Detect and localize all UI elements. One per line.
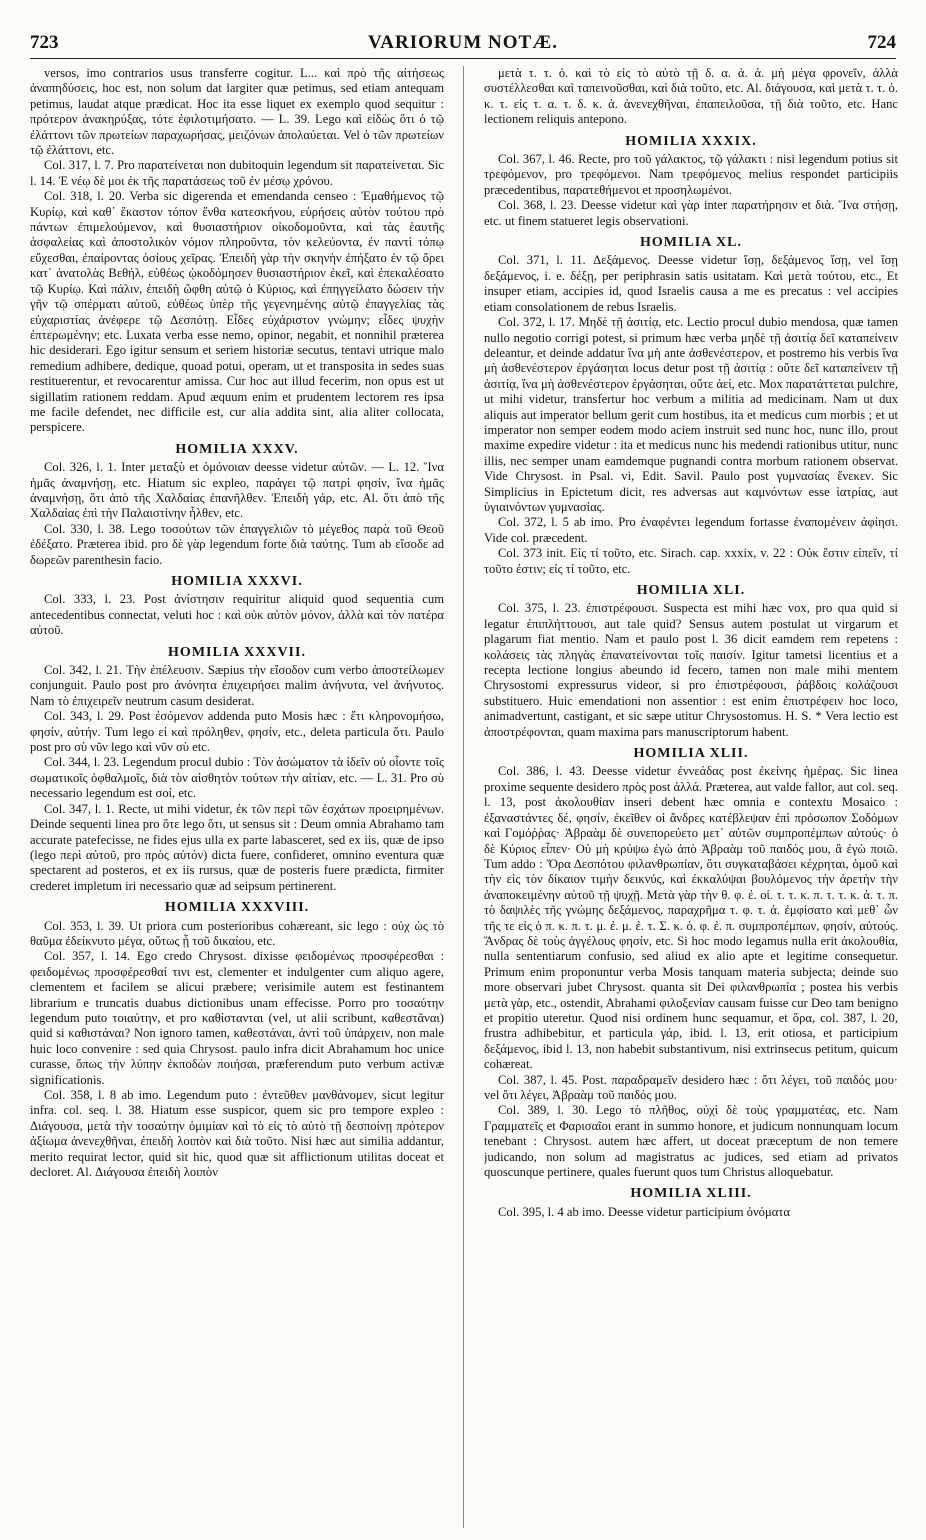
note-paragraph: Col. 317, l. 7. Pro παρατείνεται non dubitoquin legendum sit παρατείνεται. Sic l. 14. Ἐ νέῳ δὲ μοι ἐκ τῆς παρατάσεως τοῦ ἐν μέσῳ χρόνου. xyxy=(30,158,444,188)
section-heading: HOMILIA XXXVII. xyxy=(168,644,306,660)
section-heading: HOMILIA XXXV. xyxy=(175,441,299,457)
section-heading: HOMILIA XLI. xyxy=(636,583,746,598)
section-heading: HOMILIA XLII. xyxy=(633,746,749,762)
note-paragraph: versos, imo contrarios usus transferre cogitur. L... καὶ πρὸ τῆς αἰτήσεως ἀναπηδύσεις, hoc est, non solum dat largiter quæ petimus, sed etiam antequam petimus, laudat atque prædicat. Hoc ita esse liquet ex exemplo quod sequitur : πρότερον ἀνακηρύξας, τότε ἐφιλοτιμήσατο. — L. 39. Lego καὶ εἰδὼς ὅτι ὁ τῷ ἐλάττονι τῶν πρωτείων παραχωρήσας, μειζόνων ἀπολαύεται. Vel ὁ τῶν πρωτείων τῷ ἐλάττονι, etc. xyxy=(30,66,444,158)
note-paragraph: Col. 342, l. 21. Τὴν ἐπέλευσιν. Sæpius τὴν εἴσοδον cum verbo ἀποστείλωμεν conjunguit. Paulo post pro ἀνόνητα ἐπιχειρήσει malim ἀνήνυτα, vel ἀνήνυτος. Nam τὸ ἐπιχειρεῖν neutrum casum desiderat. xyxy=(30,663,444,708)
note-paragraph: Col. 353, l. 39. Ut priora cum posterioribus cohæreant, sic lego : οὐχ ὡς τὸ θαῦμα ἐδείκνυτο μέγα, οὕτως ᾗ τοῦ δικαίου, etc. xyxy=(30,918,444,948)
column-divider xyxy=(463,66,464,1528)
note-paragraph: Col. 371, l. 11. Δεξάμενος. Deesse videtur ἵσῃ, δεξάμενος ἴσῃ, vel ἴσῃ δεξάμενος, i. e. δέξῃ, per periphrasin satis usitatam. Καὶ μετὰ τούτου, etc., Et insuper etiam, accipies id, quod Israelis causa a me es precatus : vel accipies etiam consolationem de rebus Israelis. xyxy=(484,253,898,314)
note-paragraph: Col. 367, l. 46. Recte, pro τοῦ γάλακτος, τῷ γάλακτι : nisi legendum potius sit τρεφόμενον, pro τρεφόμενοι. Nam τρεφόμενος melius respondet participiis præcedentibus, παρατεθήμενοι et προσηλωμένοι. xyxy=(484,152,898,197)
note-paragraph: Col. 375, l. 23. ἐπιστρέφουσι. Suspecta est mihi hæc vox, pro qua quid si legatur ἐπιπλήττουσι, aut tale quid? Sensus autem postulat ut virgarum et plagarum fiat mentio. Nam et paulo post l. 36 dicit eamdem rem repetens : κολάσεις τὰς πληγὰς ἐπανατείνονται τοῖς παισίν. Igitur tametsi licentius et a recepta lectione longius abeundo id fecero, tamen non male mihi mentem Chrysostomi expressurus videor, si pro ἐπιστρέφουσι, ῥάβδοις κολάζουσι substituero. Huic emendationi non assentior : est enim ἐπιστρέφειν hoc loco, animadvertunt, castigant, et sic sæpe utitur Chrysostomus. H. S. * Vera lectio est ἀποστρέφονται, quam maxima pars manuscriptorum habent. xyxy=(484,601,898,739)
section-heading: HOMILIA XXXVIII. xyxy=(164,900,310,916)
note-paragraph: Col. 343, l. 29. Post ἐσόμενον addenda puto Mosis hæc : ἔτι κληρονομήσω, φησίν, αὐτήν. Tum lego εἰ καὶ πρόληθεν, φησίν, etc., deleta particula ὅτι. Paulo post pro σὺ νῦν lego καὶ νῦν σὺ etc. xyxy=(30,709,444,755)
left-column xyxy=(30,66,444,1528)
note-paragraph: Col. 333, l. 23. Post ἀνίστησιν requiritur aliquid quod sequentia cum antecedentibus connectat, veluti hoc : καὶ οὐκ αὐτὸν μόνον, ἀλλὰ καὶ τὸν πατέρα αὐτοῦ. xyxy=(30,592,444,638)
section-heading: HOMILIA XXXIX. xyxy=(625,133,757,149)
note-paragraph: Col. 344, l. 23. Legendum procul dubio : Τὸν ἀσώματον τὰ ἰδεῖν οὐ οἷοντε τοῖς σωματικοῖς ὀφθαλμοῖς, διὰ τὸν αἰσθητὸν τούτων τὴν αἰτίαν, etc. — L. 31. Pro σὺ necessario legendum est σοί, etc. xyxy=(30,755,444,801)
note-paragraph: Col. 368, l. 23. Deesse videtur καὶ γὰρ inter παρατήρησιν et διὰ. Ἵνα στήσῃ, etc. ut finem statueret legis observationi. xyxy=(484,198,898,228)
right-column xyxy=(484,66,898,1528)
note-paragraph: Col. 347, l. 1. Recte, ut mihi videtur, ἐκ τῶν περὶ τῶν ἐσχάτων προειρημένων. Deinde sequenti linea pro ὅτε lego ὅτι, ut sensus sit : Deum omnia Abrahamo tam accurate patefecisse, ne fides ejus ulla ex parte labasceret, sed ex iis, quæ de ipso (lego περὶ αὐτοῦ, pro πρὸς αὐτόν) dicta fuere, confideret, omnino eventura quæ spectarent ad posteros, et ex iis rursus, quæ de posteris fuere prædicta, firmiter crederet impletum iri necessario quæ ad seipsum pertinerent. xyxy=(30,801,444,893)
section-heading: HOMILIA XLIII. xyxy=(630,1186,752,1202)
note-paragraph: μετὰ τ. τ. ὁ. καὶ τὸ εἰς τὸ αὐτὸ τῇ δ. α. ἀ. ἀ. μὴ μέγα φρονεῖν, ἀλλὰ συστέλλεσθαι καὶ ταπεινοῦσθαι, καὶ διὰ τοῦτο, etc. Al. διάγουσα, καὶ μετὰ τ. τ. ὁ. κ. τ. εἰς τ. α. τ. δ. κ. ἀ. ἀνενεχθῆναι, ἐπαπειλοῦσα, τῇ διὰ τοῦτο, etc. Hanc lectionem reliquis antepono. xyxy=(484,66,898,127)
left-page-number: 723 xyxy=(30,32,59,53)
section-heading: HOMILIA XXXVI. xyxy=(171,574,303,589)
note-paragraph: Col. 330, l. 38. Lego τοσούτων τῶν ἐπαγγελιῶν τὸ μέγεθος παρὰ τοῦ Θεοῦ ἐδέξατο. Præterea ibid. pro δὲ γὰρ legendum forte διὰ ταύτης. Tum ab εἴσοδε ad δωρεῶν parenthesin facio. xyxy=(30,521,444,567)
note-paragraph: Col. 387, l. 45. Post. παραδραμεῖν desidero hæc : ὅτι λέγει, τοῦ παιδός μου· vel ὅτι λέγει, Ἀβραὰμ τοῦ παιδός μου. xyxy=(484,1072,898,1102)
note-paragraph: Col. 389, l. 30. Lego τὸ πλῆθος, οὐχὶ δὲ τοὺς γραμματέας, etc. Nam Γραμματεῖς et Φαρισαῖοι erant in summo honore, et judicum nonnunquam locum tenebant : Chrysost. autem hæc affert, ut doceat præceptum de non temere judicando, non solum ad magistratus ac judices, sed etiam ad privatos quoscunque pertinere, quales fuerunt quos tum Christus alloquebatur. xyxy=(484,1103,898,1180)
note-paragraph: Col. 395, l. 4 ab imo. Deesse videtur participium ὀνόματα xyxy=(498,1204,790,1219)
note-paragraph: Col. 326, l. 1. Inter μεταξὺ et ὁμόνοιαν deesse videtur αὐτῶν. — L. 12. Ἵνα ἡμᾶς ἀναμνήσῃ, etc. Hiatum sic expleo, παράγει τῷ πατρὶ φησίν, ἵνα ἡμᾶς ἀναμνήσῃ, ὅτι ἀπὸ τῆς Χαλδαίας ἐπανῆλθεν. Ἐπειδὴ γάρ, etc. Al. ὅτι ἀπὸ τῆς Χαλδαίας ἐπὶ τὴν Παλαιστίνην ἦλθεν, etc. xyxy=(30,460,444,521)
right-page-number: 724 xyxy=(867,32,896,53)
running-head xyxy=(30,32,896,59)
section-heading: HOMILIA XL. xyxy=(639,235,742,251)
note-paragraph: Col. 372, l. 17. Μηδὲ τῇ ἀσιτίᾳ, etc. Lectio procul dubio mendosa, quæ tamen nullo negotio corrigi potest, si primum hæc verba μηδὲ τῇ ἀσιτίᾳ δεῖ καταπείνειν deleantur, et deinde addatur ἵνα μὴ ante ἀσθενέστερον, et postremo his verbis ἵνα μὴ ἀσθενέστερον ἐργάσηται locus detur post τῇ ἀσιτίᾳ : οὔτε δεῖ καταπείνειν τῇ ἀσιτίᾳ, ἵνα μὴ ἀσθενέστερον ἐργάσηται, οὔτε ἀεί, etc. Mox παρατάττεται pulchre, ut mihi videtur, transfertur hoc verbum a militia ad medicinam. Nam ut dux aliquis aut imperator bellum gerit cum hostibus, ita et medicus cum morbis ; et ut imperator non semper eodem modo aciem instruit sed nunc hoc, nunc illo, prout maxime expedire videtur : ita et medicus nunc his medendi rationibus utitur, nunc illis, nec semper unam eamdemque pugnandi contra morbum rationem observat. Vide Chrysost. in Psal. vi, Edit. Savil. Paulo post γυμνασίας ἕνεκεν. Sic Simplicius in Epictetum dicit, res adversas aut καμνόντων esse ἰατρίας, aut ὑγιαινόντων γυμνασίας. xyxy=(484,315,898,514)
note-paragraph: Col. 373 init. Εἰς τί τοῦτο, etc. Sirach. cap. xxxix, v. 22 : Οὐκ ἔστιν εἰπεῖν, τί τοῦτο ἐστιν; εἰς τί τοῦτο, etc. xyxy=(484,546,898,576)
running-title: VARIORUM NOTÆ. xyxy=(368,32,558,53)
note-paragraph: Col. 318, l. 20. Verba sic digerenda et emendanda censeo : Ἐμαθήμενος τῷ Κυρίῳ, καὶ καθ᾽ ἕκαστον τόπον ἔνθα κατεσκήνου, εὑρήσεις αὐτὸν τούτου πρὸ πάντων ἐπιμελούμενον, καὶ θυσιαστήριον οἰκοδομοῦντα, καὶ τὰς ἑαυτῆς ἀσφαλείας καὶ ἀποστολικὸν νόμον πληροῦντα, τὸν κελεύοντα, ἐν παντὶ τόπῳ εὔχεσθαι, ἐπαίροντας ὁσίους χεῖρας. Ἐπειδὴ γὰρ τὴν σκηνὴν ἐπήξατο ἐν τῷ ὄρει κατ᾽ ἀνατολὰς Βεθήλ, εὐθέως ᾠκοδόμησεν θυσιαστήριον ἐκεῖ, καὶ ἐπεκαλέσατο τῷ Κυρίῳ. Καὶ πάλιν, ἐπειδὴ ὤφθη αὐτῷ ὁ Κύριος, καὶ ἐπηγγείλατο δώσειν τὴν γῆν τῷ σπέρματι αὐτοῦ, εὐθέως ὑπὲρ τῆς γεγενημένης αὐτῷ ἐπαγγελίας τὰς εὐχαριστίας ἀνέφερε τῷ Δεσπότῃ. Εἶδες εὐχάριστον γνώμην; εἶδες ψυχὴν ἐπτερωμένην; etc. Luxata verba esse nemo, opinor, negabit, et nonnihil præterea hic desiderari. Ego igitur sensum et seriem historiæ secutus, tentavi utrique malo remedium adhibere, dedique, quoad potui, operam, ut et transposita in sedes suas restituerentur, et revocarentur amissa. Cur hoc aut illud fecerim, non opus est ut sigillatim rationem reddam. Apud æquum enim et prudentem lectorem res ipsa me facile defendet, nec difficile est, cur alia addita sint, alia aliter collocata, perspicere. xyxy=(30,189,444,435)
note-paragraph: Col. 357, l. 14. Ego credo Chrysost. dixisse φειδομένως προσφέρεσθαι : φειδομένως προσφέρεσθαί τινι est, clementer et indulgenter cum aliquo agere, clementem et facilem se alicui præbere; verisimile autem est festinantem librarium e truncatis duabus dictionibus unam effecisse. Porro pro τοσαύτην legendum puto τοιαύτην, et pro καθίστανται (vel, ut alii scribunt, καθεστᾶναι) quid si καθιστάναι? Non ignoro tamen, καθεστάναι, ἀντὶ τοῦ ὑπάρχειν, non male huic loco convenire : sed quia Chrysost. paulo infra dicit Abrahamum hoc unice curasse, ὅπως τὴν λύπην ἐκποδὼν ποιήσαι, præferendum puto verbum activæ significationis. xyxy=(30,949,444,1087)
note-paragraph: Col. 372, l. 5 ab imo. Pro ἐναφέντει legendum fortasse ἐναπομένειν ἀφίησι. Vide col. præcedent. xyxy=(484,515,898,545)
note-paragraph: Col. 358, l. 8 ab imo. Legendum puto : ἐντεῦθεν μανθάνομεν, sicut legitur infra. col. seq. l. 38. Hiatum esse suspicor, quem sic pro tempore expleo : Διάγουσα, μετὰ τὴν τοσαύτην ὁμιμίαν καὶ τὸ εἰς τὸ αὐτὸ τῇ δεσποίνῃ πρότερον ἀξίωμα ἀνενεχθῆναι, ἐπειδὴ λοιπὸν καὶ διὰ τοῦτο. Nisi hæc aut similia addantur, merito requirat lector, quid sit hic, quod quæ sit afflictionum utilitas doceat et decloret. Al. Διάγουσα ἐπειδὴ λοιπὸν xyxy=(30,1088,444,1180)
note-paragraph: Col. 386, l. 43. Deesse videtur ἐννεάδας post ἐκείνης ἡμέρας. Sic linea proxime sequente desidero πρὸς post ἀλλά. Præterea, aut valde fallor, aut col. seq. l. 13, post ἀκολουθίαν inseri debent hæc omnia e contextu Mosaico : ἐξαναστάντες δέ, φησίν, ἐκεῖθεν οἱ ἄνδρες κατέβλεψαν ἐπὶ πρόσωπον Σοδόμων καὶ Γομόῤῥας· Ἀβραὰμ δὲ συνεπορεύετο μετ᾽ αὐτῶν συμπροπέμπων αὐτούς· ὁ δὲ Κύριος εἶπεν· Οὐ μὴ κρύψω ἐγὼ ἀπὸ Ἀβραὰμ τοῦ παιδός μου, ἃ ἐγὼ ποιῶ. Tum addo : Ὅρα Δεσπότου φιλανθρωπίαν, ὅτι συγκαταβάσει κέχρηται, ὁμοῦ καὶ τὴν εἰς τὸν δίκαιον τιμὴν δεικνύς, καὶ ἐκκαλύψαι βουλόμενος τὴν ἀρετὴν τὴν ἀναποκειμένην αὐτοῦ τῇ ψυχῇ. Μετὰ γὰρ τὴν θ. φ. ἐ. οἱ. τ. τ. κ. π. τ. τ. κ. ἀ. τ. π. τὸ δαψιλὲς τῆς γνώμης δεξάμενος, παραχρῆμα τ. φ. τ. ἀ. ἐμφίσατο καὶ μεθ᾽ ὧν τῆς τε εἰς ὁ π. κ. π. τ. μ. ἐ. μ. ἐ. τ. Σ. κ. ὁ. φ. ἐ. π. συμπροπέμπων, φησίν, αὐτούς. Ἄνδρας δὲ τοὺς ἀγγέλους φησίν, etc. Si hoc modo legamus nulla erit ἀκολουθία, nulla sententiarum confusio, sed aliud ex alio apte et legitime consequetur. Primum enim proponuntur verba Mosis tanquam materia subjecta; deinde suo more observari jubet Chrysost. quanta sit Dei φιλανθρωπία ; postea his verbis μετὰ γὰρ, etc., ostendit, Abrahami φιλοξενίαν causam fuisse cur Deo tam benigno et propitio uteretur. Quod nisi ordinem hunc sequamur, et ὅρα, col. 387, l. 20, frustra adhibebitur, et particula γάρ, ibid. l. 13, erit otiosa, et participium δεξάμενος, ibid l. 13, non habebit substantivum, nisi extrinsecus petitum, quicum cohæreat. xyxy=(484,764,898,1072)
